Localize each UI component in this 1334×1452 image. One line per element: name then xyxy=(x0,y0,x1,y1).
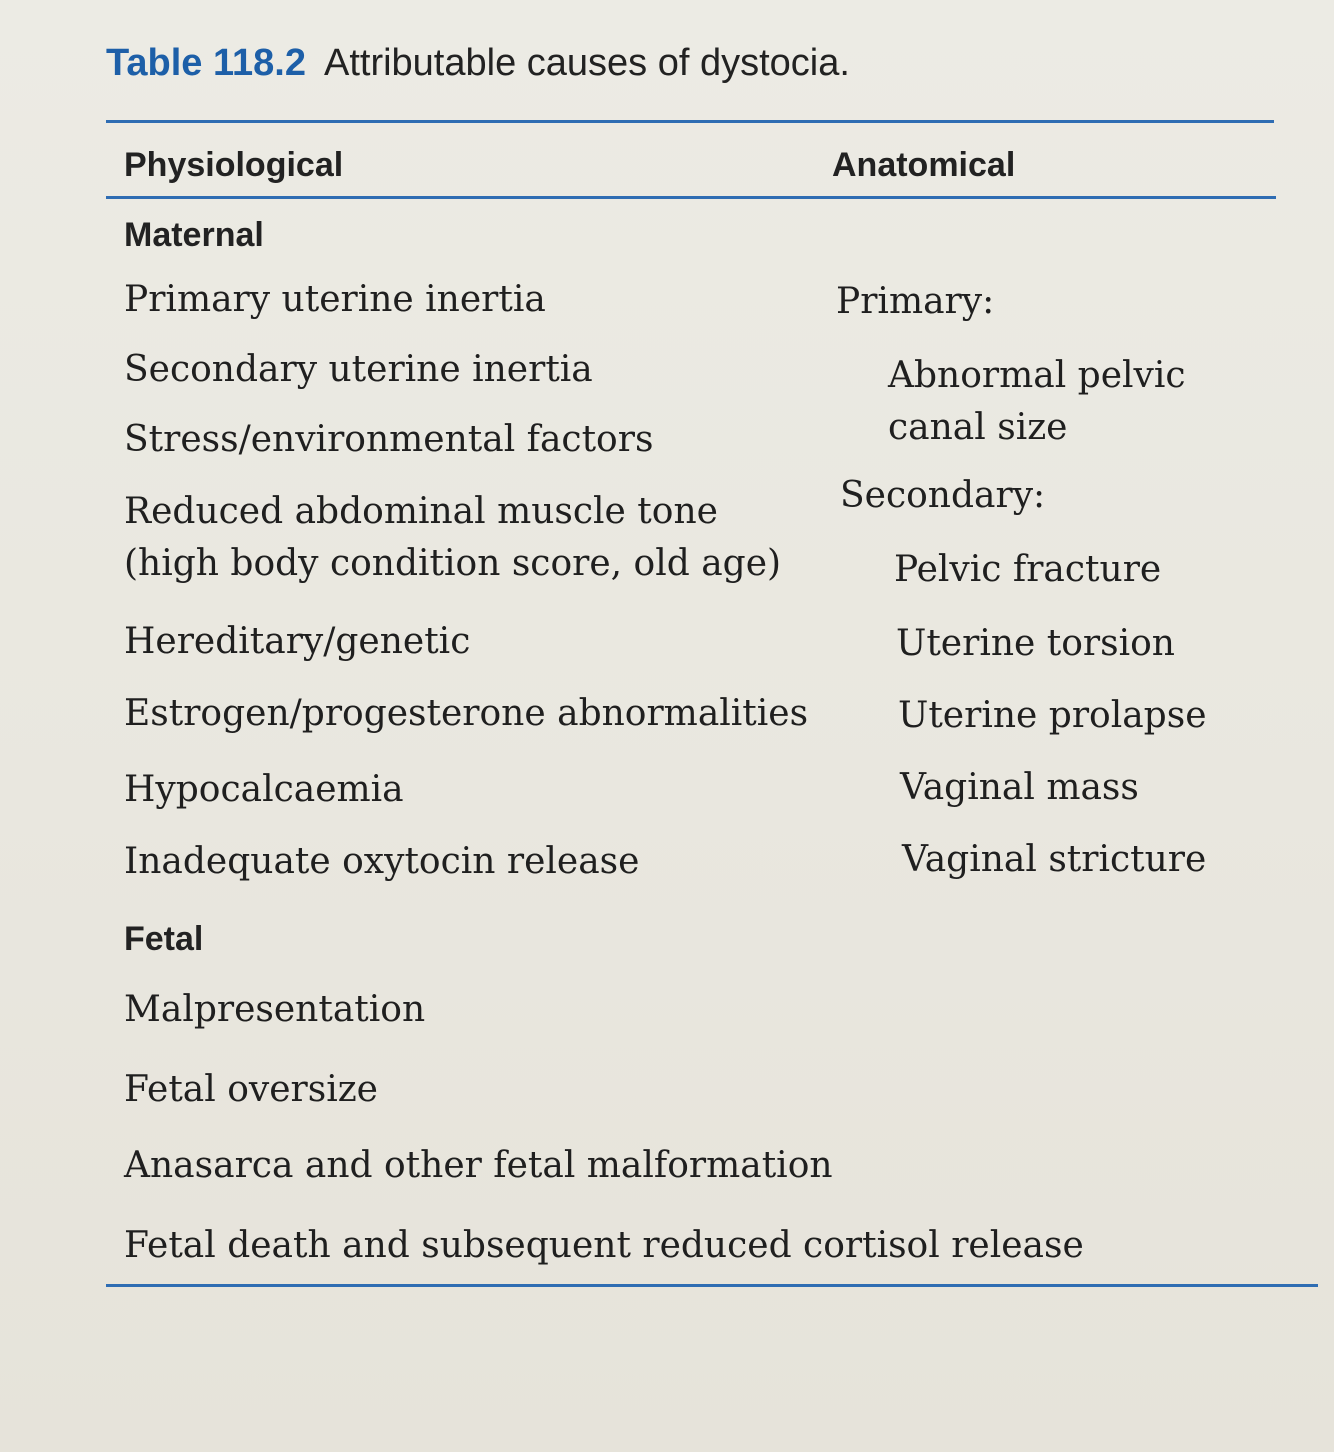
table-top-rule xyxy=(106,120,1274,123)
table-caption xyxy=(106,42,850,85)
list-item: Secondary uterine inertia xyxy=(124,349,593,390)
list-item: Estrogen/progesterone abnormalities xyxy=(124,693,809,734)
list-item: (high body condition score, old age) xyxy=(124,543,782,584)
list-item: Fetal oversize xyxy=(124,1069,378,1110)
list-item: Vaginal mass xyxy=(900,767,1139,808)
list-item: canal size xyxy=(888,407,1068,448)
list-item: Abnormal pelvic xyxy=(888,355,1186,396)
list-item: Malpresentation xyxy=(124,989,426,1030)
list-item: Uterine torsion xyxy=(896,623,1175,664)
list-item: Fetal death and subsequent reduced cortisol release xyxy=(124,1225,1084,1266)
column-header-physiological: Physiological xyxy=(124,146,344,184)
table-number: Table 118.2 xyxy=(106,42,306,84)
list-item: Hereditary/genetic xyxy=(124,621,471,662)
list-item: Pelvic fracture xyxy=(894,549,1162,590)
list-item: Anasarca and other fetal malformation xyxy=(124,1145,833,1186)
table-bottom-rule xyxy=(106,1284,1318,1287)
list-item: Primary uterine inertia xyxy=(124,279,546,320)
list-item: Uterine prolapse xyxy=(898,695,1207,736)
column-header-anatomical: Anatomical xyxy=(832,146,1016,184)
table-header-rule xyxy=(106,196,1276,199)
section-heading-primary: Primary: xyxy=(836,281,995,322)
list-item: Inadequate oxytocin release xyxy=(124,841,640,882)
section-heading-maternal: Maternal xyxy=(124,216,264,254)
list-item: Vaginal stricture xyxy=(902,839,1207,880)
section-heading-secondary: Secondary: xyxy=(840,475,1046,516)
table-title: Attributable causes of dystocia. xyxy=(323,42,850,84)
section-heading-fetal: Fetal xyxy=(124,920,204,958)
list-item: Hypocalcaemia xyxy=(124,769,404,810)
list-item: Reduced abdominal muscle tone xyxy=(124,491,718,532)
list-item: Stress/environmental factors xyxy=(124,419,654,460)
